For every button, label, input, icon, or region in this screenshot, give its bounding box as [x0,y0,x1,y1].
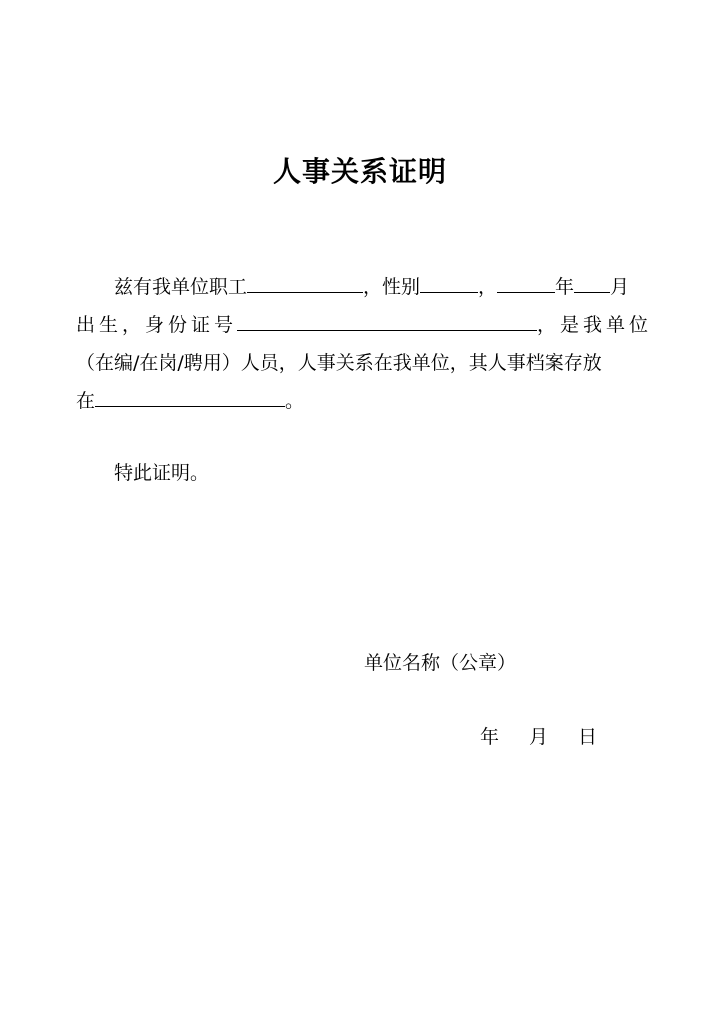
employee-name-blank[interactable] [247,270,363,293]
id-number-blank[interactable] [237,308,537,331]
archive-location-blank[interactable] [95,384,285,407]
document-title: 人事关系证明 [272,155,447,188]
closing-statement: 特此证明。 [114,462,210,484]
date-year: 年 [480,726,500,748]
gender-blank[interactable] [420,270,478,293]
id-label: 出生，身份证号 [76,314,238,336]
date-day: 日 [578,726,598,748]
body-line-2 [76,306,653,344]
body-line-1 [76,268,682,306]
gender-label: ，性别 [363,276,421,298]
body-line-3 [76,344,644,382]
comma-text: ， [478,276,498,298]
unit-name-seal: 单位名称（公章） [364,652,517,674]
employment-status-text: （在编/在岗/聘用）人员，人事关系在我单位，其人事档案存放 [76,352,602,374]
birth-month-blank[interactable] [574,270,610,293]
month-label: 月 [610,276,630,298]
date-month: 月 [529,726,549,748]
date-line [480,722,597,749]
period-text: 。 [285,390,305,412]
year-label: 年 [555,276,575,298]
body-line-4 [76,382,644,420]
archive-prefix: 在 [76,390,96,412]
intro-text: 兹有我单位职工 [114,276,248,298]
employer-text: ，是我单位 [537,314,653,336]
birth-year-blank[interactable] [497,270,555,293]
